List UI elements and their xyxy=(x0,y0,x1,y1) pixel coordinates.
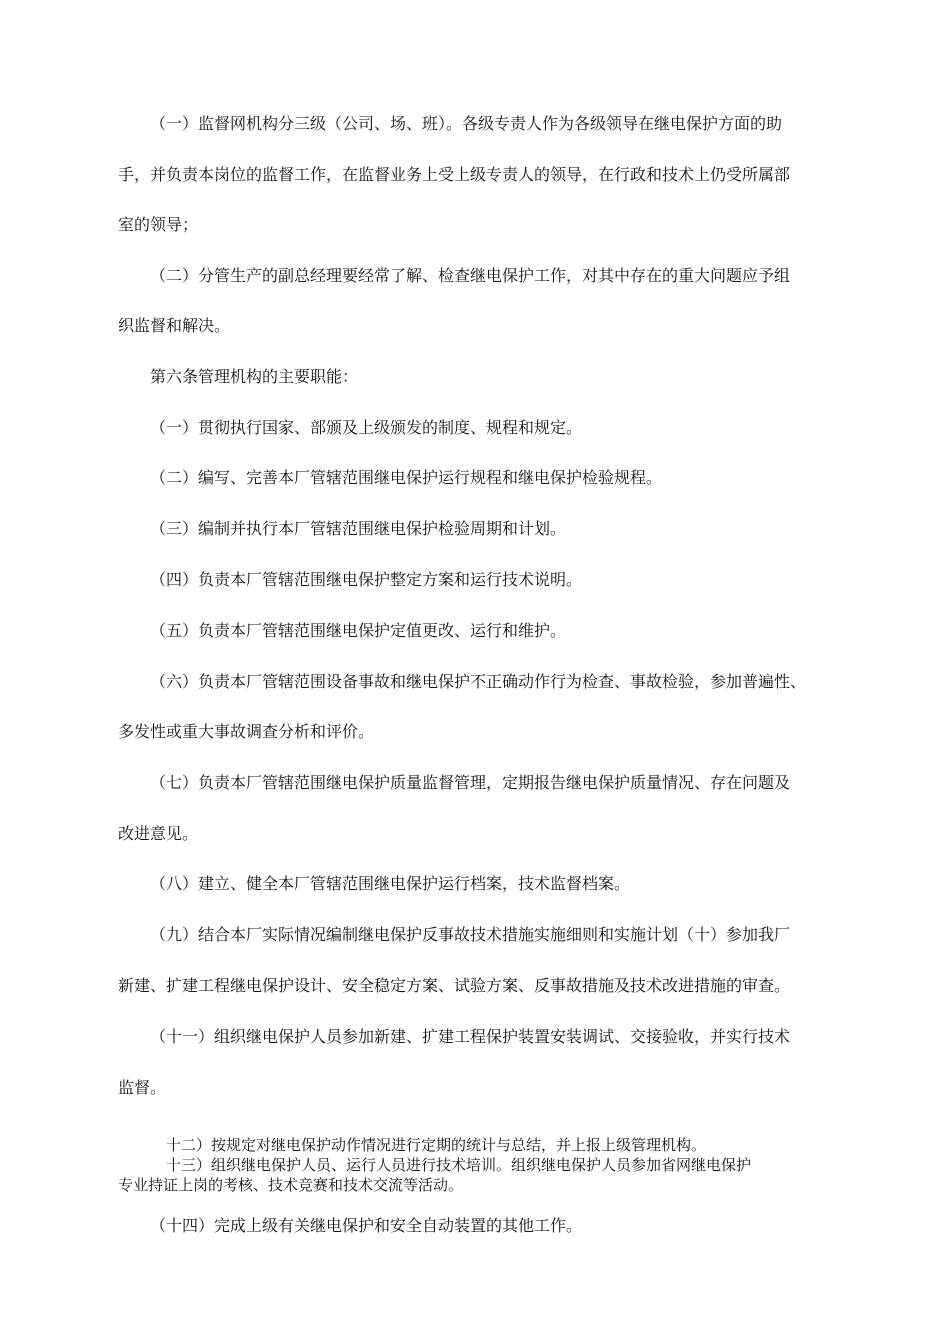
paragraph-line: （一）监督网机构分三级（公司、场、班）。各级专责人作为各级领导在继电保护方面的助 xyxy=(150,114,783,133)
list-item: （八）建立、健全本厂管辖范围继电保护运行档案，技术监督档案。 xyxy=(150,874,631,893)
paragraph-line: 织监督和解决。 xyxy=(118,316,231,335)
list-item: （十一）组织继电保护人员参加新建、扩建工程保护装置安装调试、交接验收，并实行技术 xyxy=(150,1027,791,1046)
list-item: （七）负责本厂管辖范围继电保护质量监督管理，定期报告继电保护质量情况、存在问题及 xyxy=(150,773,791,792)
list-item: （六）负责本厂管辖范围设备事故和继电保护不正确动作行为检查、事故检验，参加普遍性、 xyxy=(150,672,807,691)
paragraph-line: 室的领导； xyxy=(118,215,199,234)
list-item: （五）负责本厂管辖范围继电保护定值更改、运行和维护。 xyxy=(150,621,567,640)
list-item: （二）编写、完善本厂管辖范围继电保护运行规程和继电保护检验规程。 xyxy=(150,468,663,487)
list-item-continuation: 多发性或重大事故调查分析和评价。 xyxy=(118,722,375,741)
list-item: （三）编制并执行本厂管辖范围继电保护检验周期和计划。 xyxy=(150,519,567,538)
list-item: 十三）组织继电保护人员、运行人员进行技术培训。组织继电保护人员参加省网继电保护 xyxy=(166,1156,752,1174)
paragraph-line: （二）分管生产的副总经理要经常了解、检查继电保护工作，对其中存在的重大问题应予组 xyxy=(150,266,791,285)
list-item: （一）贯彻执行国家、部颁及上级颁发的制度、规程和规定。 xyxy=(150,418,583,437)
list-item: （四）负责本厂管辖范围继电保护整定方案和运行技术说明。 xyxy=(150,570,583,589)
section-heading: 第六条管理机构的主要职能： xyxy=(150,367,359,386)
list-item-continuation: 改进意见。 xyxy=(118,824,199,843)
list-item: （十四）完成上级有关继电保护和安全自动装置的其他工作。 xyxy=(150,1216,583,1235)
list-item-continuation: 监督。 xyxy=(118,1078,167,1097)
list-item-continuation: 专业持证上岗的考核、技术竞赛和技术交流等活动。 xyxy=(118,1176,464,1194)
list-item: （九）结合本厂实际情况编制继电保护反事故技术措施实施细则和实施计划（十）参加我厂 xyxy=(150,925,791,944)
paragraph-line: 手，并负责本岗位的监督工作，在监督业务上受上级专责人的领导，在行政和技术上仍受所属部 xyxy=(118,165,791,184)
list-item-continuation: 新建、扩建工程继电保护设计、安全稳定方案、试验方案、反事故措施及技术改进措施的审查。 xyxy=(118,976,791,995)
list-item: 十二）按规定对继电保护动作情况进行定期的统计与总结，并上报上级管理机构。 xyxy=(166,1136,707,1154)
